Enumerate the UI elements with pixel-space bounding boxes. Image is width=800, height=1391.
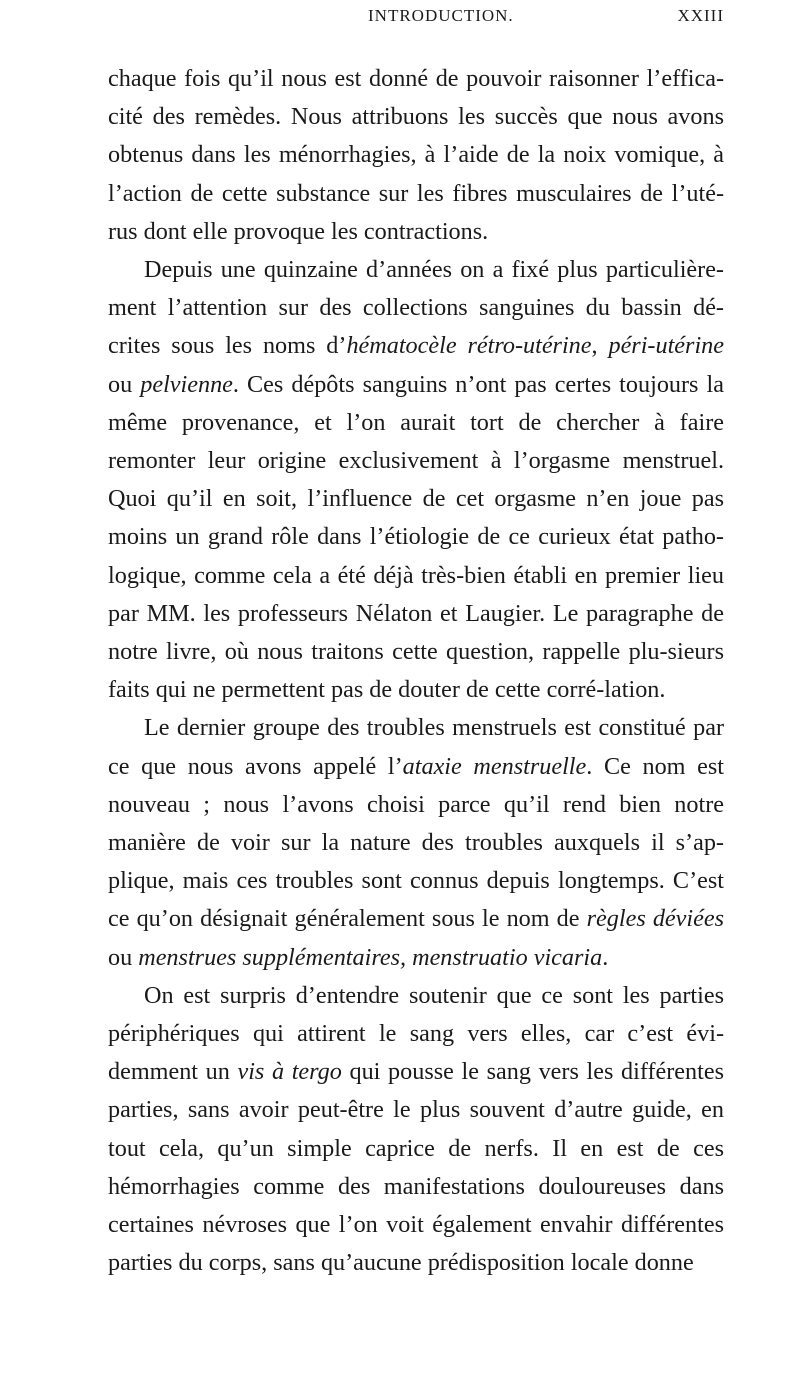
text-run: Depuis une quinzaine d’années on a fixé plus particulière-ment l’attention sur des collections sanguines du bassin dé-crites sous les noms d’ <box>108 256 724 360</box>
text-run: qui pousse le sang vers les différentes parties, sans avoir peut-être le plus souvent d’autre guide, en tout cela, qu’un simple caprice de nerfs. Il en est de ces hémorrhagies comme des manifestations douloureuses dans certaines névroses que l’on voit également envahir différentes parties du corps, sans qu’aucune prédisposition locale donne <box>108 1058 724 1277</box>
running-title: INTRODUCTION. <box>368 6 514 25</box>
running-head <box>0 6 800 34</box>
text-run: Le dernier groupe des troubles menstruels est constitué par ce que nous avons appelé l’ <box>108 714 724 780</box>
paragraph <box>108 251 724 709</box>
italic-term: menstrues supplémentaires, menstruatio vicaria <box>138 943 603 971</box>
text-run: On est surpris d’entendre soutenir que ce sont les parties périphériques qui attirent le sang vers elles, car c’est évi-demment un <box>108 981 724 1086</box>
italic-term: pelvienne <box>140 370 233 398</box>
text-run: . Ce nom est nouveau ; nous l’avons choisi parce qu’il rend bien notre manière de voir sur la nature des troubles auxquels il s’ap-plique, mais ces troubles sont connus depuis longtemps. C’est ce qu’on désignait généralement sous le nom de <box>108 752 724 933</box>
text-run: chaque fois qu’il nous est donné de pouvoir raisonner l’effica-cité des remèdes. Nous attribuons les succès que nous avons obtenus dans les ménorrhagies, à l’aide de la noix vomique, à l’action de cette substance sur les fibres musculaires de l’uté-rus dont elle provoque les contractions. <box>108 65 724 245</box>
italic-term: péri-utérine <box>608 332 724 360</box>
italic-term: vis à tergo <box>237 1058 342 1086</box>
text-run: . Ces dépôts sanguins n’ont pas certes toujours la même provenance, et l’on aurait tort de chercher à faire remonter leur origine exclusivement à l’orgasme menstruel. Quoi qu’il en soit, l’influence de cet orgasme n’en joue pas moins un grand rôle dans l’étiologie de ce curieux état patho-logique, comme cela a été déjà très-bien établi en premier lieu par MM. les professeurs Nélaton et Laugier. Le paragraphe de notre livre, où nous traitons cette question, rappelle plu-sieurs faits qui ne permettent pas de douter de cette corré-lation. <box>108 370 724 704</box>
body-text <box>108 60 724 1283</box>
italic-term: ataxie menstruelle <box>402 752 587 780</box>
paragraph <box>108 60 724 251</box>
italic-term: hématocèle rétro-utérine <box>346 332 592 360</box>
text-run: ou <box>108 370 141 398</box>
paragraph <box>108 709 724 976</box>
text-run: . <box>602 943 609 971</box>
text-run: , <box>591 332 609 360</box>
text-run: ou <box>108 943 139 971</box>
page-number: XXIII <box>677 6 724 25</box>
paragraph <box>108 977 724 1283</box>
italic-term: règles déviées <box>586 905 725 933</box>
